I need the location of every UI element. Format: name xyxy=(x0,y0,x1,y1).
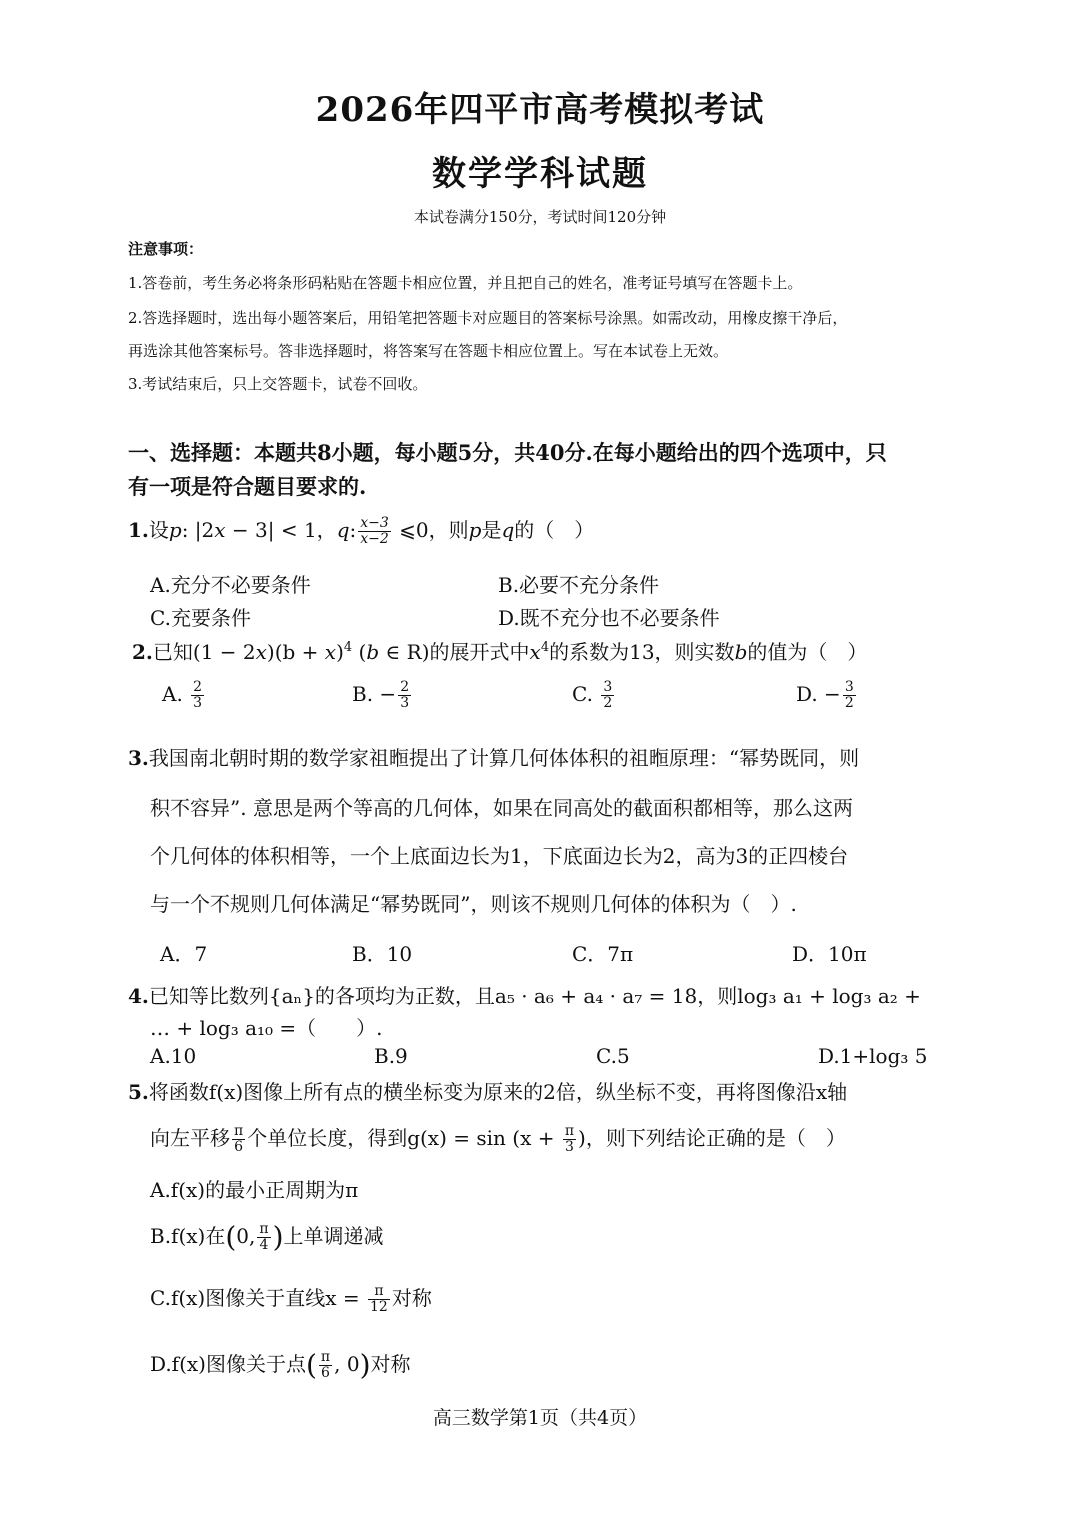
q4-option-b: B.9 xyxy=(374,1044,408,1068)
section-heading: 一、选择题：本题共8小题，每小题5分，共40分.在每小题给出的四个选项中，只 xyxy=(128,440,887,465)
exponent: 4 xyxy=(540,640,550,655)
fraction xyxy=(843,680,856,711)
exponent: 4 xyxy=(343,640,353,655)
q1-text: 的（ ） xyxy=(514,518,595,542)
frac-den: 4 xyxy=(259,1237,269,1253)
q1-text: ⩽0，则 xyxy=(392,518,469,542)
option-label: D. xyxy=(796,682,818,706)
fraction xyxy=(257,1222,270,1253)
section-heading-cont: 有一项是符合题目要求的. xyxy=(128,474,367,499)
page-footer: 高三数学第1页（共4页） xyxy=(432,1407,648,1429)
q4-text: 已知等比数列{aₙ}的各项均为正数，且a₅ · a₆ + a₄ · a₇ = 18，则log₃ a₁ + log₃ a₂ + xyxy=(148,984,921,1008)
frac-den: 6 xyxy=(234,1139,244,1155)
frac-num: π xyxy=(320,1349,331,1365)
var-x: x xyxy=(255,640,267,664)
question-number: 4. xyxy=(128,984,149,1008)
fraction xyxy=(398,680,411,711)
notice-item-3: 3.考试结束后，只上交答题卡，试卷不回收。 xyxy=(128,375,428,393)
q2-text: 的系数为13，则实数 xyxy=(549,640,735,664)
q5-option-c xyxy=(150,1282,432,1315)
q2-option-d xyxy=(796,680,858,711)
q1-text: 是 xyxy=(481,518,502,542)
q4-option-c: C.5 xyxy=(596,1044,630,1068)
option-text: 对称 xyxy=(391,1286,432,1310)
option-text: C.f(x)图像关于直线x = xyxy=(150,1286,366,1310)
frac-den: 3 xyxy=(564,1139,574,1155)
q1-option-c: C.充要条件 xyxy=(150,606,251,630)
option-label: B. xyxy=(352,682,374,706)
q1-text: : xyxy=(349,518,357,542)
fraction xyxy=(232,1124,245,1155)
frac-num: π xyxy=(234,1123,244,1139)
frac-den: 3 xyxy=(400,695,410,711)
exam-title: 2026年四平市高考模拟考试 xyxy=(315,90,765,130)
frac-den: 3 xyxy=(193,695,203,711)
frac-den: 2 xyxy=(603,695,613,711)
option-text: B.f(x)在 xyxy=(150,1224,226,1248)
question-1 xyxy=(128,514,594,547)
question-3 xyxy=(128,742,859,771)
frac-num: 3 xyxy=(603,679,613,695)
notice-item-2-cont: 再选涂其他答案标号。答非选择题时，将答案写在答题卡相应位置上。写在本试卷上无效。 xyxy=(128,342,729,360)
frac-num: 2 xyxy=(193,679,203,695)
var-b: b xyxy=(734,640,748,664)
q1-text: : |2 xyxy=(181,518,215,542)
question-5-line-2 xyxy=(150,1122,846,1155)
question-3-line-3: 个几何体的体积相等，一个上底面边长为1，下底面边长为2，高为3的正四棱台 xyxy=(150,844,849,868)
var-p: p xyxy=(468,518,482,542)
option-text: 0, xyxy=(236,1224,256,1248)
q1-text: − 3| < 1， xyxy=(225,518,337,542)
frac-den: x−2 xyxy=(360,531,389,547)
q4-option-d: D.1+log₃ 5 xyxy=(818,1044,928,1068)
option-text: , 0 xyxy=(334,1352,360,1376)
fraction xyxy=(191,680,204,711)
option-text: D.f(x)图像关于点 xyxy=(150,1352,306,1376)
q1-option-d: D.既不充分也不必要条件 xyxy=(498,606,720,630)
q2-text: 的值为（ ） xyxy=(747,640,868,664)
q5-text: )，则下列结论正确的是（ ） xyxy=(578,1126,846,1150)
q1-option-a: A.充分不必要条件 xyxy=(150,573,311,597)
q3-option-b: B．10 xyxy=(352,942,413,966)
frac-den: 6 xyxy=(321,1365,330,1381)
fraction xyxy=(601,680,614,711)
notice-heading: 注意事项： xyxy=(128,240,204,258)
q2-text: 已知(1 − 2 xyxy=(152,640,256,664)
q1-text: 设 xyxy=(148,518,169,542)
var-x: x xyxy=(214,518,226,542)
q2-text: ) xyxy=(336,640,344,664)
question-3-line-2: 积不容异”. 意思是两个等高的几何体，如果在同高处的截面积都相等，那么这两 xyxy=(150,796,853,820)
paren: ( xyxy=(225,1220,237,1254)
subject-title: 数学学科试题 xyxy=(432,154,648,194)
q2-text: )(b + xyxy=(266,640,325,664)
var-q: q xyxy=(336,518,350,542)
option-label: A. xyxy=(162,682,183,706)
fraction xyxy=(368,1284,390,1315)
question-number: 3. xyxy=(128,746,149,770)
frac-num: x−3 xyxy=(360,515,389,531)
notice-item-2: 2.答选择题时，选出每小题答案后，用铅笔把答题卡对应题目的答案标号涂黑。如需改动，用橡皮擦干净后， xyxy=(128,309,848,327)
q2-text: ( xyxy=(352,640,367,664)
question-2 xyxy=(132,636,867,665)
question-4-line-2: … + log₃ a₁₀ =（ ）. xyxy=(150,1016,383,1040)
option-text: 对称 xyxy=(370,1352,411,1376)
fraction xyxy=(358,516,391,547)
question-number: 2. xyxy=(132,640,153,664)
paren: ) xyxy=(359,1348,371,1382)
question-4 xyxy=(128,980,921,1009)
var-b: b xyxy=(366,640,380,664)
question-number: 1. xyxy=(128,518,149,542)
question-number: 5. xyxy=(128,1080,149,1104)
q5-text: 将函数f(x)图像上所有点的横坐标变为原来的2倍，纵坐标不变，再将图像沿x轴 xyxy=(148,1080,848,1104)
q3-text: 我国南北朝时期的数学家祖暅提出了计算几何体体积的祖暅原理：“幂势既同，则 xyxy=(148,746,860,770)
frac-num: π xyxy=(564,1123,575,1139)
option-label: C. xyxy=(572,682,593,706)
q5-option-d xyxy=(150,1348,411,1381)
q5-option-b xyxy=(150,1220,384,1253)
q1-option-b: B.必要不充分条件 xyxy=(498,573,660,597)
q5-text: 个单位长度，得到g(x) = sin (x + xyxy=(247,1126,561,1150)
exam-info: 本试卷满分150分，考试时间120分钟 xyxy=(413,208,667,226)
q2-option-c xyxy=(572,680,616,711)
q2-option-a xyxy=(162,680,206,711)
frac-num: π xyxy=(368,1284,390,1300)
question-3-line-4: 与一个不规则几何体满足“幂势既同”，则该不规则几何体的体积为（ ）. xyxy=(150,892,797,916)
q5-text: 向左平移 xyxy=(150,1126,230,1150)
minus-sign: − xyxy=(824,682,841,706)
minus-sign: − xyxy=(379,682,397,706)
q2-option-b xyxy=(352,680,413,711)
q3-option-d: D．10π xyxy=(792,942,867,966)
var-q: q xyxy=(501,518,515,542)
q2-text: ∈ R)的展开式中 xyxy=(379,640,530,664)
frac-den: 12 xyxy=(370,1299,388,1315)
frac-num: 3 xyxy=(844,679,854,695)
q3-option-c: C．7π xyxy=(572,942,634,966)
option-text: 上单调递减 xyxy=(283,1224,384,1248)
var-p: p xyxy=(168,518,182,542)
paren: ) xyxy=(272,1220,284,1254)
frac-num: 2 xyxy=(400,679,410,695)
q5-option-a: A.f(x)的最小正周期为π xyxy=(150,1178,359,1202)
frac-num: π xyxy=(259,1221,269,1237)
var-x: x xyxy=(324,640,337,664)
var-x: x xyxy=(529,640,541,664)
q3-option-a: A．7 xyxy=(160,942,208,966)
q4-option-a: A.10 xyxy=(150,1044,197,1068)
question-5 xyxy=(128,1076,847,1105)
notice-item-1: 1.答卷前，考生务必将条形码粘贴在答题卡相应位置，并且把自己的姓名，准考证号填写在答题卡上。 xyxy=(128,274,803,292)
fraction xyxy=(319,1350,332,1381)
paren: ( xyxy=(305,1348,317,1382)
fraction xyxy=(563,1124,576,1155)
frac-den: 2 xyxy=(844,695,854,711)
